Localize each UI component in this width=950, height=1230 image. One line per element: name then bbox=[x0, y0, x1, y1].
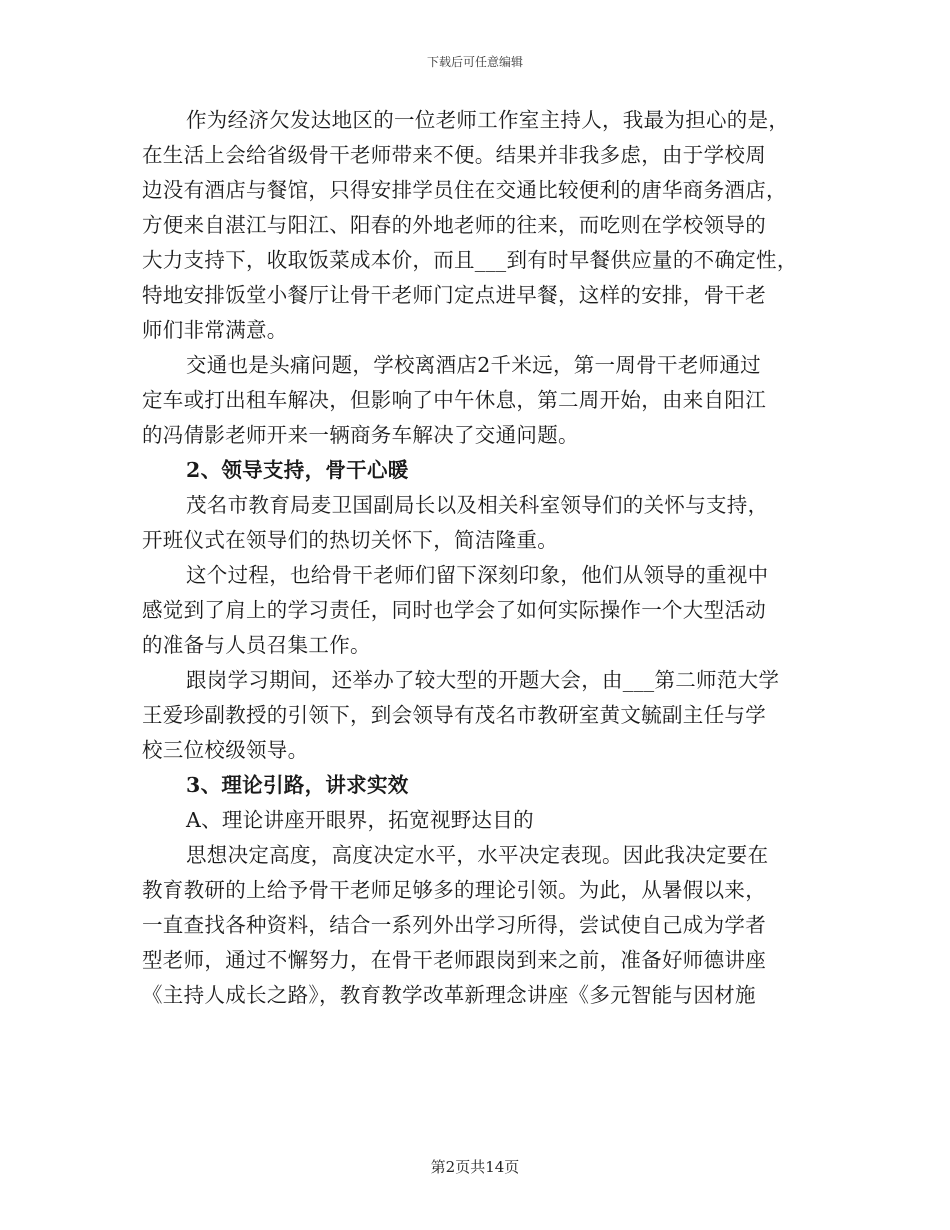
text-line: 思想决定高度，高度决定水平，水平决定表现。因此我决定要在 bbox=[186, 843, 769, 867]
text-line: 作为经济欠发达地区的一位老师工作室主持人，我最为担心的是， bbox=[186, 108, 790, 132]
text-line: 在生活上会给省级骨干老师带来不便。结果并非我多虑，由于学校周 bbox=[142, 143, 766, 167]
text-line: 师们非常满意。 bbox=[142, 318, 288, 342]
text-line: 感觉到了肩上的学习责任，同时也学会了如何实际操作一个大型活动 bbox=[142, 598, 766, 622]
section-heading: 3、理论引路，讲求实效 bbox=[186, 773, 409, 797]
text-line: 的冯倩影老师开来一辆商务车解决了交通问题。 bbox=[142, 423, 579, 447]
text-line: 边没有酒店与餐馆，只得安排学员住在交通比较便利的唐华商务酒店， bbox=[142, 178, 787, 202]
text-line: 开班仪式在领导们的热切关怀下，简洁隆重。 bbox=[142, 528, 558, 552]
text-line: 跟岗学习期间，还举办了较大型的开题大会，由___第二师范大学 bbox=[186, 668, 780, 692]
text-line: 的准备与人员召集工作。 bbox=[142, 633, 371, 657]
text-line: 定车或打出租车解决，但影响了中午休息，第二周开始，由来自阳江 bbox=[142, 388, 766, 412]
text-line: 王爱珍副教授的引领下，到会领导有茂名市教研室黄文毓副主任与学 bbox=[142, 703, 766, 727]
text-line: 教育教研的上给予骨干老师足够多的理论引领。为此，从暑假以来， bbox=[142, 878, 766, 902]
text-line: 特地安排饭堂小餐厅让骨干老师门定点进早餐，这样的安排，骨干老 bbox=[142, 283, 766, 307]
text-line: A、理论讲座开眼界，拓宽视野达目的 bbox=[186, 808, 534, 832]
text-line: 茂名市教育局麦卫国副局长以及相关科室领导们的关怀与支持， bbox=[186, 493, 769, 517]
text-line: 这个过程，也给骨干老师们留下深刻印象，他们从领导的重视中 bbox=[186, 563, 769, 587]
section-heading: 2、领导支持，骨干心暖 bbox=[186, 458, 409, 482]
text-line: 校三位校级领导。 bbox=[142, 738, 309, 762]
text-line: 型老师，通过不懈努力，在骨干老师跟岗到来之前，准备好师德讲座 bbox=[142, 948, 766, 972]
text-line: 《主持人成长之路》，教育教学改革新理念讲座《多元智能与因材施 bbox=[142, 983, 756, 1007]
text-line: 方便来自湛江与阳江、阳春的外地老师的往来，而吃则在学校领导的 bbox=[142, 213, 766, 237]
page-footer: 第2页共14页 bbox=[430, 1158, 520, 1176]
text-line: 交通也是头痛问题，学校离酒店2千米远，第一周骨干老师通过 bbox=[186, 353, 761, 377]
document-body bbox=[142, 103, 822, 1013]
text-line: 一直查找各种资料，结合一系列外出学习所得，尝试使自己成为学者 bbox=[142, 913, 766, 937]
text-line: 大力支持下，收取饭菜成本价，而且___到有时早餐供应量的不确定性， bbox=[142, 248, 798, 272]
page-header: 下载后可任意编辑 bbox=[426, 55, 523, 69]
